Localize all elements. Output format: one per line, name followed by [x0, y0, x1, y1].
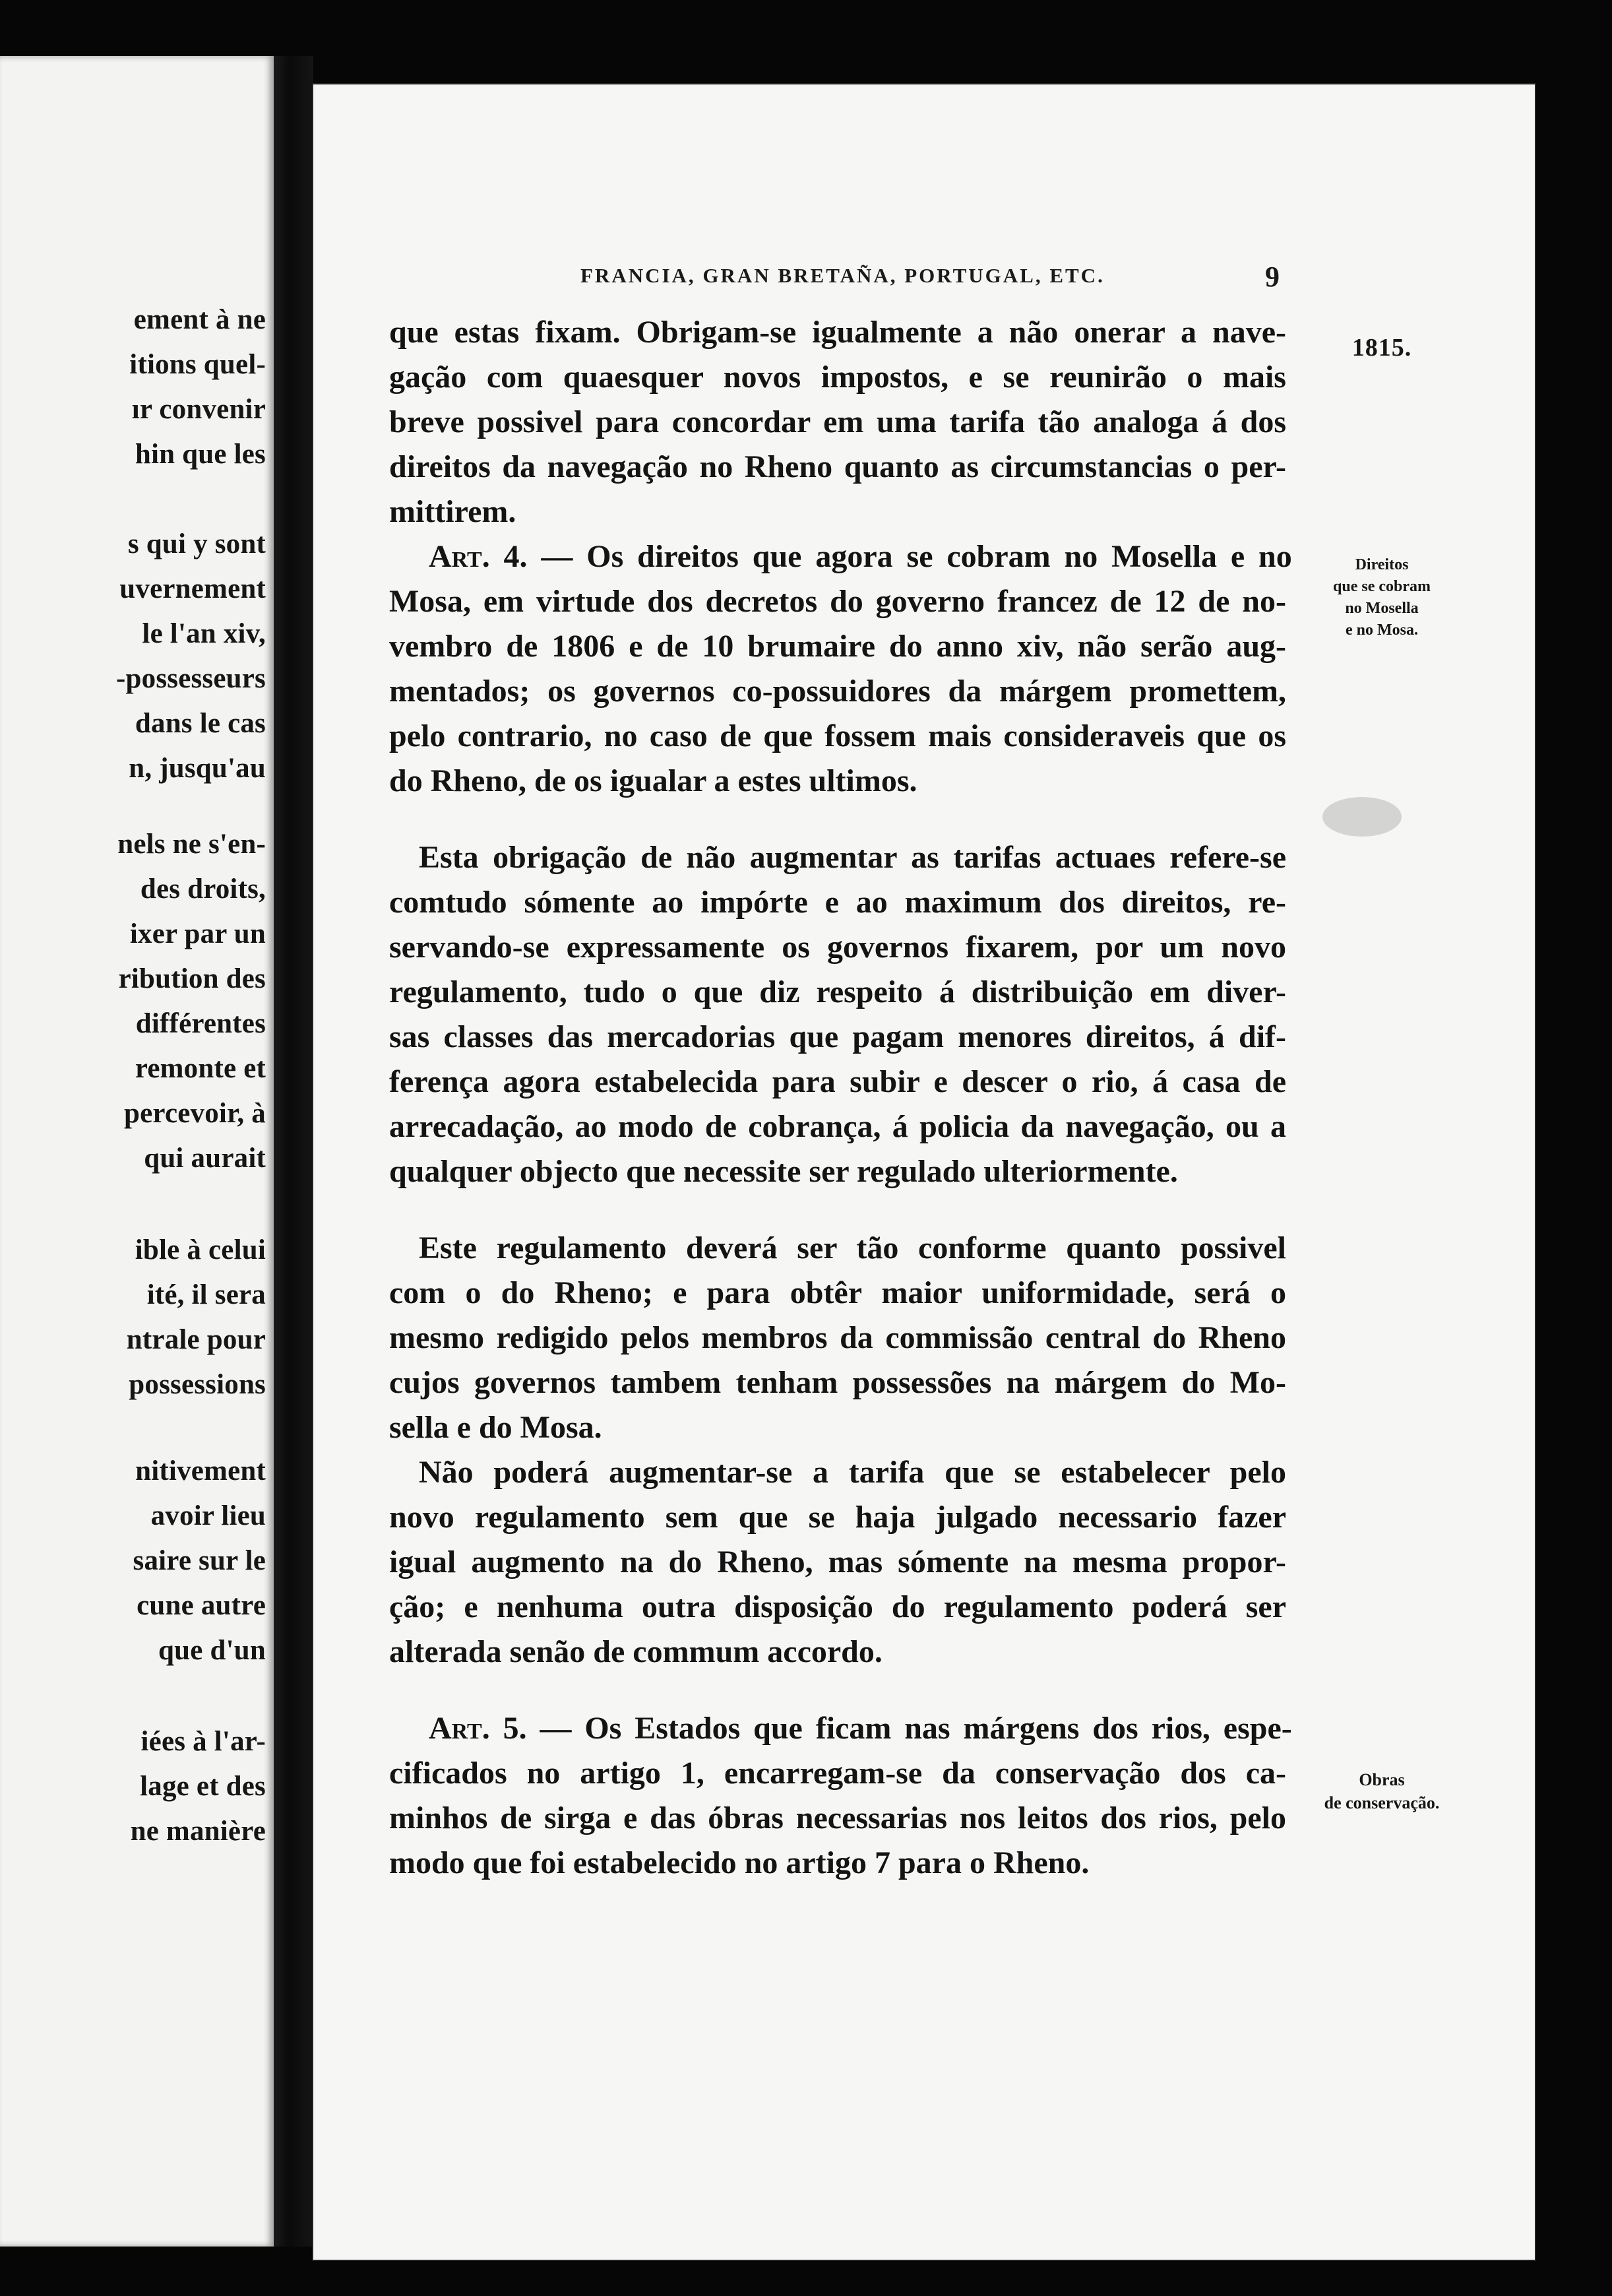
left-page-line: ribution des [118, 963, 266, 994]
paragraph [389, 1450, 1286, 1674]
left-page-line: iées à l'ar- [140, 1726, 266, 1757]
article-text: — Os direitos que agora se cobram no Mosella e no [527, 539, 1292, 574]
body-text [389, 310, 1292, 1886]
running-head [580, 261, 1280, 303]
margin-note-line: que se cobram [1333, 578, 1431, 595]
running-title: FRANCIA, GRAN BRETAÑA, PORTUGAL, ETC. [580, 264, 1105, 287]
left-page-line: avoir lieu [150, 1500, 266, 1531]
text-line: breve possivel para concordar em uma tarifa tão analoga á dos [389, 404, 1286, 439]
left-page-line: nitivement [135, 1455, 266, 1486]
left-page-line: ır convenir [131, 394, 266, 425]
left-page-line: différentes [135, 1008, 266, 1039]
text-line: ferença agora estabelecida para subir e descer o rio, á casa de [389, 1064, 1286, 1099]
left-page-line: qui aurait [144, 1143, 266, 1174]
left-page-line: ntrale pour [126, 1324, 266, 1355]
margin-year: 1815. [1351, 334, 1412, 362]
left-page-line: hin que les [135, 439, 266, 470]
margin-note-line: no Mosella [1345, 600, 1419, 617]
text-line: Esta obrigação de não augmentar as tarifas actuaes refere-se [419, 840, 1286, 875]
text-line: servando-se expressamente os governos fixarem, por um novo [389, 930, 1286, 965]
text-line: Não poderá augmentar-se a tarifa que se estabelecer pelo [419, 1455, 1286, 1490]
left-page-line: lage et des [140, 1771, 266, 1802]
margin-note-rights [1306, 554, 1458, 641]
text-line: sella e do Mosa. [389, 1410, 602, 1445]
paragraph [389, 1226, 1286, 1450]
text-line: cujos governos tambem tenham possessões na márgem do Mo- [389, 1365, 1286, 1400]
left-page-line: -possesseurs [116, 663, 266, 694]
article-label: Art. 5. [429, 1711, 527, 1746]
text-line: vembro de 1806 e de 10 brumaire do anno xiv, não serão aug- [389, 629, 1286, 664]
left-page-line: des droits, [140, 874, 266, 905]
text-line [389, 534, 1292, 579]
left-page-line: possessions [129, 1369, 266, 1400]
text-line: qualquer objecto que necessite ser regulado ulteriormente. [389, 1154, 1178, 1189]
text-line: igual augmento na do Rheno, mas sómente na mesma propor- [389, 1545, 1286, 1579]
text-line: que estas fixam. Obrigam-se igualmente a não onerar a nave- [389, 315, 1286, 350]
text-line: mesmo redigido pelos membros da commissão central do Rheno [389, 1320, 1286, 1355]
text-line: Mosa, em virtude dos decretos do governo francez de 12 de no- [389, 584, 1286, 619]
text-line: ção; e nenhuma outra disposição do regulamento poderá ser [389, 1589, 1286, 1624]
text-line: regulamento, tudo o que diz respeito á distribuição em diver- [389, 974, 1286, 1009]
left-page-line: cune autre [137, 1590, 266, 1621]
page-number: 9 [1265, 261, 1280, 293]
text-line: modo que foi estabelecido no artigo 7 para o Rheno. [389, 1845, 1090, 1880]
margin-note-line: Direitos [1355, 556, 1409, 573]
margin-note-line: Obras [1359, 1770, 1405, 1789]
left-page-line: itions quel- [129, 349, 266, 380]
text-line: Este regulamento deverá ser tão conforme quanto possivel [419, 1230, 1286, 1265]
article-5 [389, 1706, 1292, 1886]
paragraph [389, 310, 1286, 534]
left-page-line: n, jusqu'au [129, 753, 266, 784]
book-gutter [274, 56, 313, 2247]
text-line: direitos da navegação no Rheno quanto as circumstancias o per- [389, 449, 1286, 484]
article-label: Art. 4. [429, 539, 528, 574]
margin-note-works [1306, 1768, 1458, 1814]
text-line: pelo contrario, no caso de que fossem mais consideraveis que os [389, 718, 1286, 753]
left-page-line: percevoir, à [124, 1098, 266, 1129]
text-line: comtudo sómente ao impórte e ao maximum dos direitos, re- [389, 885, 1286, 920]
article-text: — Os Estados que ficam nas márgens dos rios, espe- [526, 1711, 1292, 1746]
left-page-line: uvernement [119, 573, 266, 604]
text-line: sas classes das mercadorias que pagam menores direitos, á dif- [389, 1019, 1286, 1054]
text-line: cificados no artigo 1, encarregam-se da conservação dos ca- [389, 1756, 1286, 1791]
left-page-line: s qui y sont [127, 528, 266, 559]
text-line: novo regulamento sem que se haja julgado necessario fazer [389, 1500, 1286, 1535]
ink-smudge [1322, 797, 1402, 837]
article-4 [389, 534, 1292, 804]
left-page-line: ible à celui [135, 1234, 266, 1265]
left-page-line: que d'un [158, 1635, 266, 1666]
left-page-line: ité, il sera [146, 1279, 266, 1310]
text-line [389, 1706, 1292, 1751]
left-page-line: ne manière [130, 1816, 266, 1847]
margin-note-line: e no Mosa. [1346, 622, 1418, 639]
left-page-line: nels ne s'en- [117, 829, 266, 860]
left-page-line: saire sur le [133, 1545, 266, 1576]
text-line: com o do Rheno; e para obtêr maior uniformidade, será o [389, 1275, 1286, 1310]
left-page-line: remonte et [135, 1053, 266, 1084]
previous-page-fragment [0, 56, 274, 2247]
left-page-line: ixer par un [129, 918, 266, 949]
left-page-line: le l'an xiv, [142, 618, 266, 649]
left-page-line: ement à ne [133, 304, 266, 335]
text-line: mittirem. [389, 494, 516, 529]
text-line: minhos de sirga e das óbras necessarias nos leitos dos rios, pelo [389, 1801, 1286, 1835]
paragraph [389, 835, 1286, 1194]
text-line: mentados; os governos co-possuidores da márgem promettem, [389, 674, 1286, 709]
text-line: do Rheno, de os igualar a estes ultimos. [389, 763, 917, 798]
text-line: gação com quaesquer novos impostos, e se reunirão o mais [389, 360, 1286, 395]
left-page-line: dans le cas [135, 708, 266, 739]
text-line: arrecadação, ao modo de cobrança, á policia da navegação, ou a [389, 1109, 1286, 1144]
margin-note-line: de conservação. [1324, 1793, 1440, 1812]
text-line: alterada senão de commum accordo. [389, 1634, 883, 1669]
